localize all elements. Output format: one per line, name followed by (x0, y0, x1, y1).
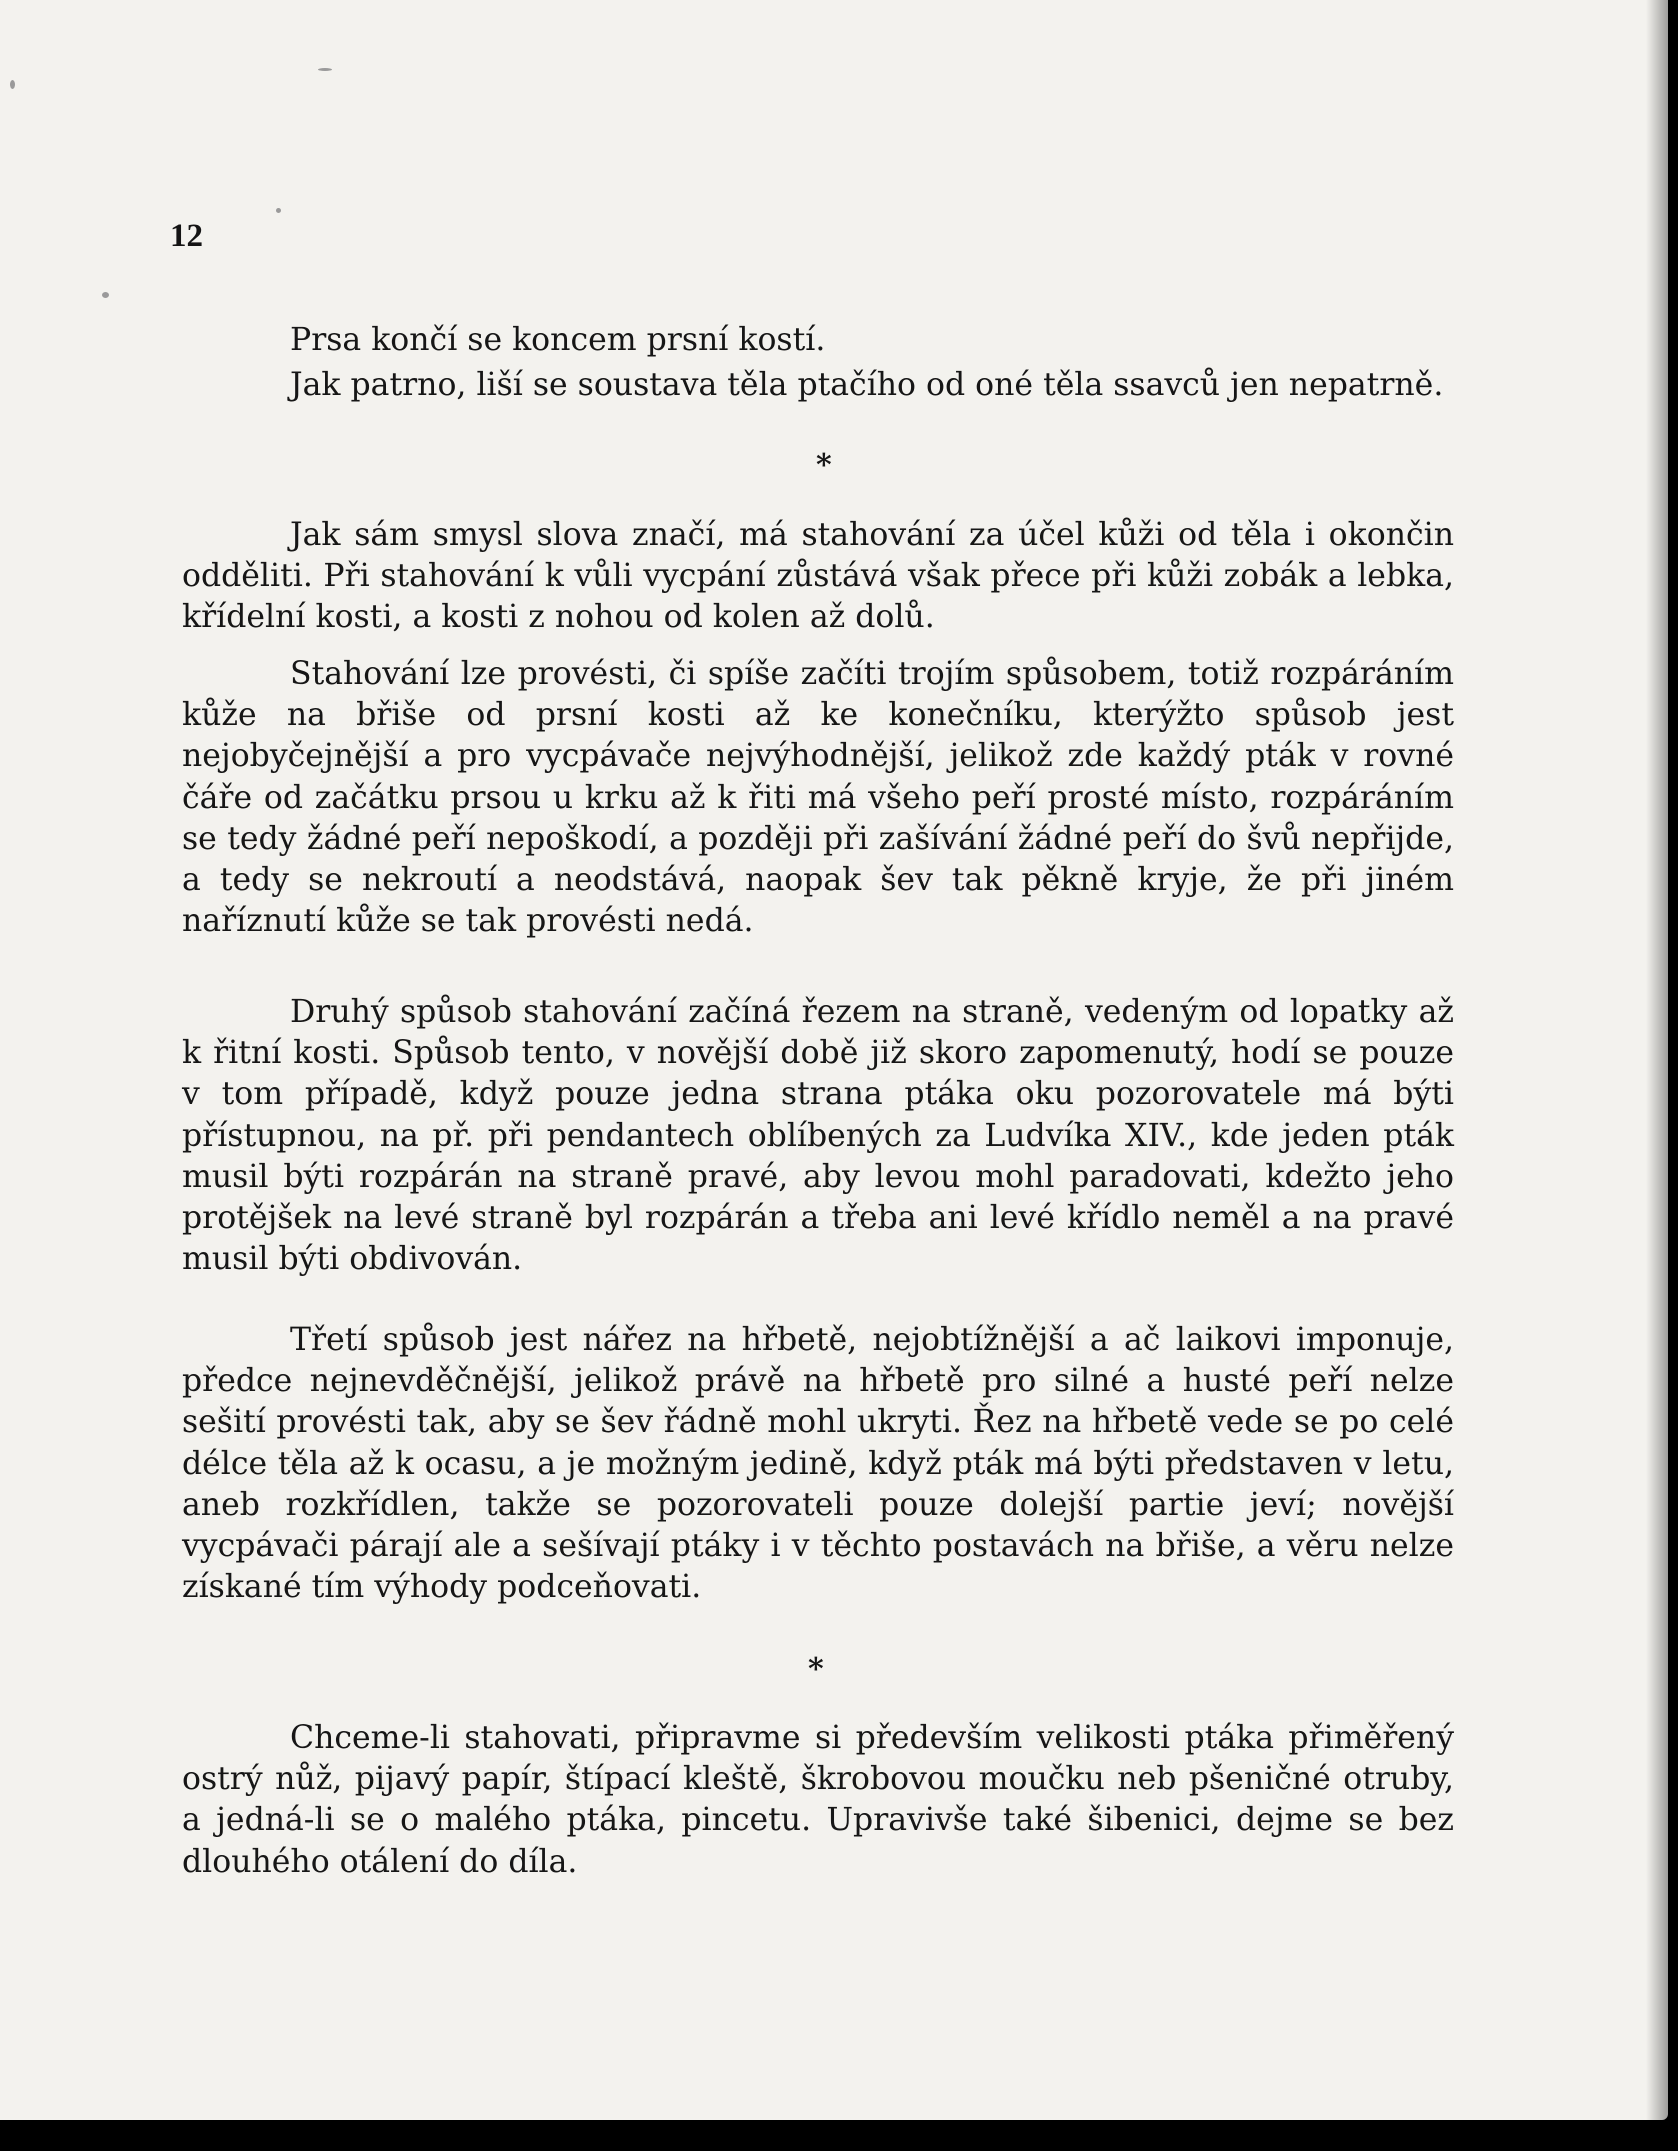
paragraph-1: Prsa končí se koncem prsní kostí. (290, 322, 826, 358)
paragraph-7: Chceme-li stahovati, připravme si především velikosti ptáka přiměřený ostrý nůž, pijavý papír, štípací kleště, škrobovou moučku neb pšeničné otruby, a jedná-li se o malého ptáka, pincetu. Upravivše také šibenici, dejme se bez dlouhého otálení do díla. (182, 1720, 1454, 1880)
page-edge-shadow (1646, 0, 1668, 2120)
paragraph-5: Druhý spůsob stahování začíná řezem na straně, vedeným od lopatky až k řitní kosti. Spůsob tento, v novější době již skoro zapomenutý, hodí se pouze v tom případě, když pouze jedna strana ptáka oku pozorovatele má býti přístupnou, na př. při pendantech oblíbených za Ludvíka XIV., kde jeden pták musil býti rozpárán na straně pravé, aby levou mohl paradovati, kdežto jeho protějšek na levé straně byl rozpárán a třeba ani levé křídlo neměl a na pravé musil býti obdivován. (182, 994, 1454, 1278)
paragraph-3: Jak sám smysl slova značí, má stahování za účel kůži od těla i okončin odděliti. Při stahování k vůli vycpání zůstává však přece při kůži zobák a lebka, křídelní kosti, a kosti z nohou od kolen až dolů. (182, 517, 1454, 636)
section-separator-1: * (816, 448, 832, 483)
paragraph-2: Jak patrno, liší se soustava těla ptačího od oné těla ssavců jen nepatrně. (290, 367, 1444, 403)
paragraph-4: Stahování lze provésti, či spíše začíti trojím spůsobem, totiž rozpáráním kůže na břiše od prsní kosti až ke konečníku, kterýžto spůsob jest nejobyčejnější a pro vycpávače nejvýhodnější, jelikož zde každý pták v rovné čáře od začátku prsou u krku až k řiti má všeho peří prosté místo, rozpáráním se tedy žádné peří nepoškodí, a později při zašívání žádné peří do švů nepřijde, a tedy se nekroutí a neodstává, naopak šev tak pěkně kryje, že při jiném naříznutí kůže se tak provésti nedá. (182, 656, 1454, 940)
paragraph-6: Třetí spůsob jest nářez na hřbetě, nejobtížnější a ač laikovi imponuje, předce nejnevděčnější, jelikož právě na hřbetě pro silné a husté peří nelze sešití provésti tak, aby se šev řádně mohl ukryti. Řez na hřbetě vede se po celé délce těla až k ocasu, a je možným jedině, když pták má býti představen v letu, aneb rozkřídlen, takže se pozorovateli pouze dolejší partie jeví; novější vycpávači párají ale a sešívají ptáky i v těchto postavách na břiše, a věru nelze získané tím výhody podceňovati. (182, 1322, 1454, 1606)
scan-speck (276, 208, 281, 213)
scan-speck (318, 68, 332, 71)
scan-speck (102, 292, 109, 298)
page-number: 12 (170, 218, 203, 254)
section-separator-2: * (808, 1652, 824, 1687)
scan-speck (10, 80, 15, 89)
